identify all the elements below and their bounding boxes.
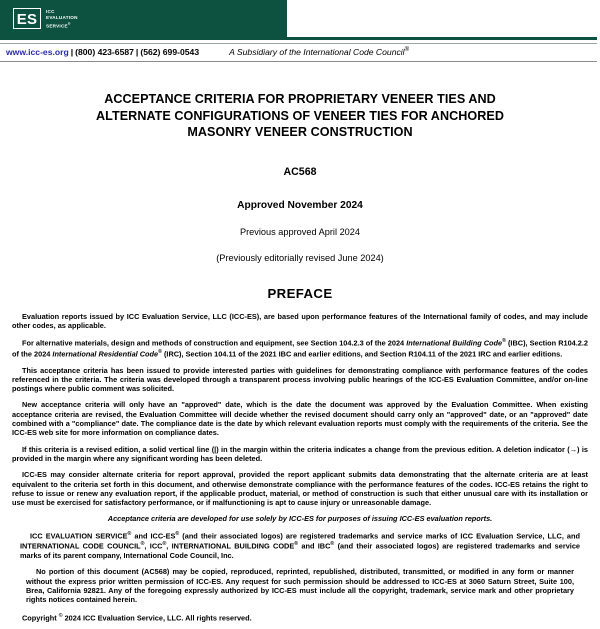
- usage-tagline: Acceptance criteria are developed for use solely by ICC-ES for purposes of issuing ICC-ES evaluation reports.: [107, 514, 493, 524]
- contact-strip: [0, 45, 600, 59]
- contact-info: [6, 47, 199, 57]
- page-title-line-1: ACCEPTANCE CRITERIA FOR PROPRIETARY VENEER TIES AND: [104, 92, 496, 106]
- logo-word-icc: ICC: [46, 9, 55, 14]
- logo-word-evaluation: EVALUATION: [46, 15, 78, 21]
- logo-word-service-text: SERVICE: [46, 23, 68, 29]
- contact-separator-1: |: [70, 47, 74, 57]
- page-title-line-2: ALTERNATE CONFIGURATIONS OF VENEER TIES FOR ANCHORED: [96, 108, 504, 123]
- subsidiary-registered-icon: ®: [404, 47, 410, 54]
- previous-approved-date: Previous approved April 2024: [239, 226, 361, 237]
- subsidiary-note: [229, 47, 409, 57]
- preface-paragraph-4: New acceptance criteria will only have an "approved" date, which is the date the document was approved by the Evaluation Committee. When existing acceptance criteria are revised, the Evaluation Committee will decide whether the revised document should carry only an "approved" date, or an "approved" date combined with a "compliance" date. The compliance date is the date by which relevant evaluation reports must comply with the requirements of the criteria. See the ICC-ES web site for more information on compliance dates.: [12, 400, 588, 438]
- subsidiary-text: A Subsidiary of the International Code Council: [229, 47, 405, 57]
- contact-separator-2: |: [135, 47, 139, 57]
- icc-es-logo[interactable]: [13, 8, 78, 30]
- preface-paragraph-1: Evaluation reports issued by ICC Evaluation Service, LLC (ICC-ES), are based upon performance features of the International family of codes, and may include other codes, as applicable.: [12, 311, 588, 330]
- trademark-notice: ICC EVALUATION SERVICE® and ICC-ES® (and their associated logos) are registered trademarks and service marks of ICC Evaluation Service, LLC, and INTERNATIONAL CODE COUNCIL®, ICC®, INTERNATIONAL BUILDING CODE® and IBC® (and their associated logos) are registered trademarks and service marks of its parent company, International Code Council, Inc.: [20, 530, 580, 561]
- logo-registered-icon: ®: [67, 22, 71, 27]
- page-header: [0, 0, 600, 45]
- phone-primary[interactable]: (800) 423-6587: [75, 47, 134, 57]
- logo-wordmark: [46, 8, 78, 30]
- reproduction-notice: No portion of this document (AC568) may be copied, reproduced, reprinted, republished, distributed, transmitted, or modified in any form or manner without the express prior written permission of ICC-ES. Any request for such permission should be addressed to ICC-ES at 3060 Saturn Street, Suite 100, Brea, California 92821. Any of the foregoing expressly authorized by ICC-ES must include all the copyright, trademark, service mark and other proprietary rights notices contained herein.: [26, 567, 574, 605]
- preface-heading: PREFACE: [267, 285, 333, 301]
- phone-secondary[interactable]: (562) 699-0543: [140, 47, 200, 57]
- document-code: AC568: [283, 165, 317, 178]
- approved-date: Approved November 2024: [237, 199, 363, 211]
- preface-paragraph-5: If this criteria is a revised edition, a solid vertical line (|) in the margin within the criteria indicates a change from the previous edition. A deletion indicator (→) is provided in the margin where any significant wording has been deleted.: [12, 444, 588, 463]
- header-grey-divider: [0, 43, 597, 44]
- preface-paragraph-6: ICC-ES may consider alternate criteria for report approval, provided the report applicant submits data demonstrating that the alternate criteria are at least equivalent to the criteria set forth in this document, and otherwise demonstrate compliance with the performance features of the codes. ICC-ES retains the right to refuse to issue or renew any evaluation report, if the applicable product, material, or method of construction is such that either unusual care with its installation or use must be exercised for satisfactory performance, or if malfunctioning is apt to cause injury or unreasonable damage.: [12, 470, 588, 508]
- page-title-line-3: MASONRY VENEER CONSTRUCTION: [187, 125, 413, 139]
- logo-mark-es: ES: [13, 8, 41, 29]
- document-body: [0, 62, 600, 629]
- website-link[interactable]: www.icc-es.org: [6, 47, 69, 57]
- header-green-divider: [0, 37, 597, 40]
- editorial-revision-note: (Previously editorially revised June 2024): [216, 252, 384, 263]
- preface-paragraph-2: For alternative materials, design and methods of construction and equipment, see Section 104.2.3 of the 2024 International Building Code® (IBC), Section R104.2.2 of the 2024 International Residential Code® (IRC), Section 104.11 of the 2021 IBC and earlier editions, and Section R104.11 of the 2021 IRC and earlier editions.: [12, 338, 589, 359]
- logo-word-service: [46, 21, 78, 30]
- preface-paragraph-3: This acceptance criteria has been issued to provide interested parties with guidelines for demonstrating compliance with performance features of the codes referenced in the criteria. The criteria was developed through a transparent process involving public hearings of the ICC-ES Evaluation Committee, and/or on-line postings where public comment was solicited.: [12, 365, 588, 394]
- copyright-notice: Copyright © 2024 ICC Evaluation Service, LLC. All rights reserved.: [22, 612, 252, 623]
- preface-body: [0, 301, 600, 623]
- page-title: [0, 62, 600, 141]
